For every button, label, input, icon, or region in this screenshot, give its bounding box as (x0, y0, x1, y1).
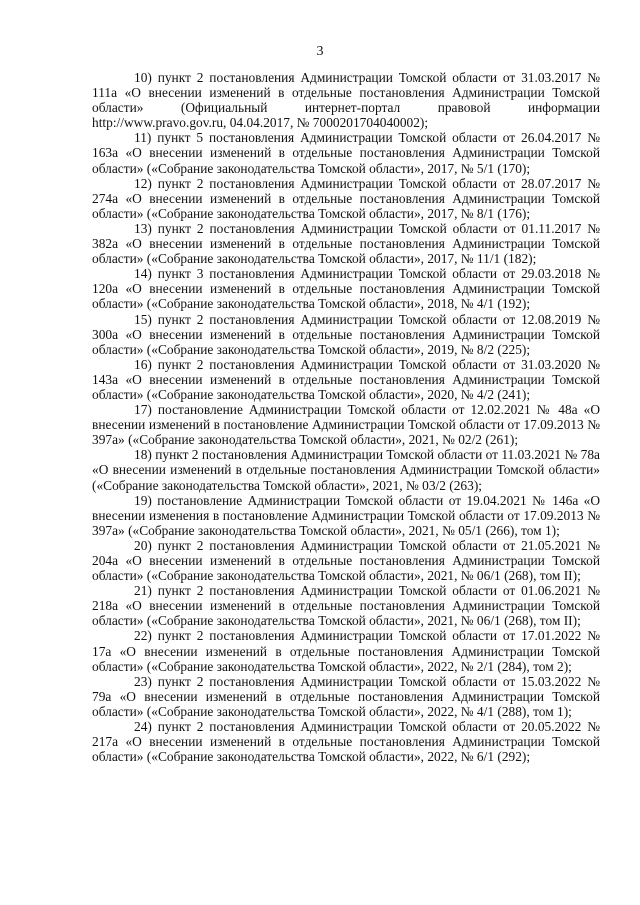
list-item-12: 12) пункт 2 постановления Администрации Томской области от 28.07.2017 № 274а «О внесении изменений в отдельные постановления Администрации Томской области» («Собрание законодательства Томской области», 2017, № 8/1 (176); (92, 175, 600, 221)
document-body (92, 70, 600, 764)
list-item-20: 20) пункт 2 постановления Администрации Томской области от 21.05.2021 № 204а «О внесении изменений в отдельные постановления Администрации Томской области» («Собрание законодательства Томской области», 2021, № 06/1 (268), том II); (92, 537, 600, 584)
list-item-22: 22) пункт 2 постановления Администрации Томской области от 17.01.2022 № 17а «О внесении изменений в отдельные постановления Администрации Томской области» («Собрание законодательства Томской области», 2022, № 2/1 (284), том 2); (92, 628, 600, 674)
list-item-16: 16) пункт 2 постановления Администрации Томской области от 31.03.2020 № 143а «О внесении изменений в отдельные постановления Администрации Томской области» («Собрание законодательства Томской области», 2020, № 4/2 (241); (92, 356, 600, 402)
list-item-13: 13) пункт 2 постановления Администрации Томской области от 01.11.2017 № 382а «О внесении изменений в отдельные постановления Администрации Томской области» («Собрание законодательства Томской области», 2017, № 11/1 (182); (92, 220, 600, 267)
list-item-23: 23) пункт 2 постановления Администрации Томской области от 15.03.2022 № 79а «О внесении изменений в отдельные постановления Администрации Томской области» («Собрание законодательства Томской области», 2022, № 4/1 (288), том 1); (92, 673, 600, 719)
list-item-14: 14) пункт 3 постановления Администрации Томской области от 29.03.2018 № 120а «О внесении изменений в отдельные постановления Администрации Томской области» («Собрание законодательства Томской области», 2018, № 4/1 (192); (92, 266, 600, 312)
list-item-21: 21) пункт 2 постановления Администрации Томской области от 01.06.2021 № 218а «О внесении изменений в отдельные постановления Администрации Томской области» («Собрание законодательства Томской области», 2021, № 06/1 (268), том II); (92, 583, 600, 629)
list-item-15: 15) пункт 2 постановления Администрации Томской области от 12.08.2019 № 300а «О внесении изменений в отдельные постановления Администрации Томской области» («Собрание законодательства Томской области», 2019, № 8/2 (225); (92, 311, 600, 357)
list-item-11: 11) пункт 5 постановления Администрации Томской области от 26.04.2017 № 163а «О внесении изменений в отдельные постановления Администрации Томской области» («Собрание законодательства Томской области», 2017, № 5/1 (170); (92, 130, 600, 176)
list-item-18: 18) пункт 2 постановления Администрации Томской области от 11.03.2021 № 78а «О внесении изменений в отдельные постановления Администрации Томской области» («Собрание законодательства Томской области», 2021, № 03/2 (263); (92, 447, 600, 493)
list-item-24: 24) пункт 2 постановления Администрации Томской области от 20.05.2022 № 217а «О внесении изменений в отдельные постановления Администрации Томской области» («Собрание законодательства Томской области», 2022, № 6/1 (292); (92, 719, 600, 765)
list-item-17: 17) постановление Администрации Томской области от 12.02.2021 № 48а «О внесении изменений в постановление Администрации Томской области от 17.09.2013 № 397а» («Собрание законодательства Томской области», 2021, № 02/2 (261); (92, 402, 600, 448)
page-number: 3 (316, 44, 324, 59)
list-item-19: 19) постановление Администрации Томской области от 19.04.2021 № 146а «О внесении изменения в постановление Администрации Томской области от 17.09.2013 № 397а» («Собрание законодательства Томской области», 2021, № 05/1 (266), том 1); (92, 492, 600, 538)
list-item-10: 10) пункт 2 постановления Администрации Томской области от 31.03.2017 № 111а «О внесении изменений в отдельные постановления Администрации Томской области» (Официальный интернет-портал правовой информации http://www.pravo.gov.ru, 04.04.2017, № 7000201704040002); (92, 70, 600, 131)
